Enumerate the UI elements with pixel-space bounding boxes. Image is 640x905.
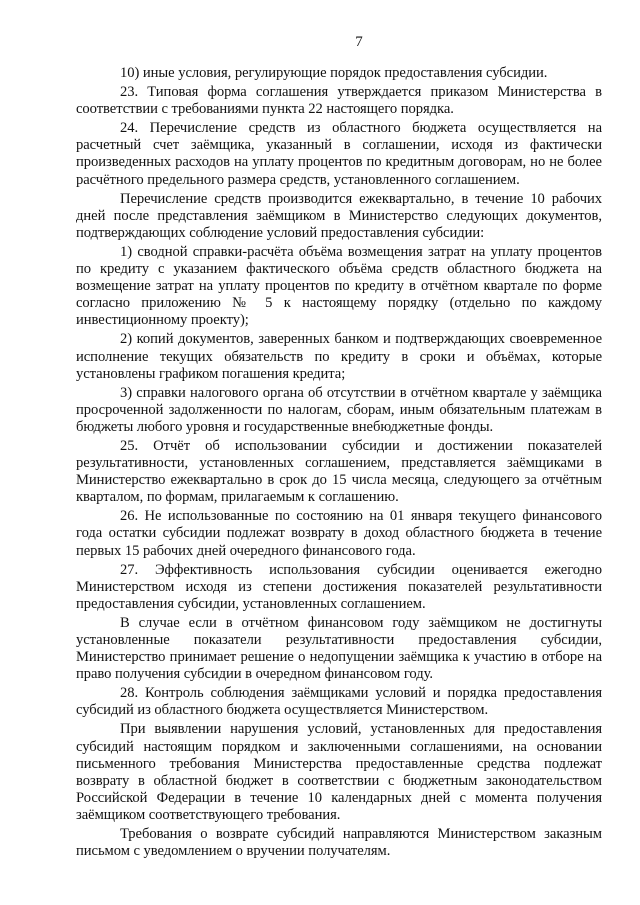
paragraph-27: 27. Эффективность использования субсидии оценивается ежегодно Министерством исходя из степени достижения показателей результативности предоставления субсидии, установленных соглашением. <box>76 561 602 612</box>
paragraph-document-3: 3) справки налогового органа об отсутствии в отчётном квартале у заёмщика просроченной задолженности по налогам, сборам, иным обязательным платежам в бюджеты любого уровня и государственные внебюджетные фонды. <box>76 384 602 435</box>
paragraph-condition-10: 10) иные условия, регулирующие порядок предоставления субсидии. <box>120 65 548 81</box>
paragraph-23: 23. Типовая форма соглашения утверждается приказом Министерства в соответствии с требованиями пункта 22 настоящего порядка. <box>76 84 602 118</box>
paragraph-28: 28. Контроль соблюдения заёмщиками условий и порядка предоставления субсидий из областного бюджета осуществляется Министерством. <box>76 685 602 719</box>
paragraph-document-1: 1) сводной справки-расчёта объёма возмещения затрат на уплату процентов по кредиту с указанием фактического объёма средств областного бюджета на возмещение затрат на уплату процентов по кредиту в отчётном квартале по форме согласно приложению № 5 к настоящему порядку (отдельно по каждому инвестиционному проекту); <box>76 243 602 329</box>
paragraph-violation-refund: При выявлении нарушения условий, установленных для предоставления субсидий настоящим порядком и заключенными соглашениями, на основании письменного требования Министерства предоставленные средства подлежат возврату в областной бюджет в соответствии с бюджетным законодательством Российской Федерации в течение 10 календарных дней с момента получения заёмщиком соответствующего требования. <box>76 721 602 823</box>
paragraph-24: 24. Перечисление средств из областного бюджета осуществляется на расчетный счет заёмщика, указанный в соглашении, исходя из фактически произведенных расходов на уплату процентов по кредитным договорам, но не более расчётного предельного размера средств, установленного соглашением. <box>76 120 602 188</box>
paragraph-document-2: 2) копий документов, заверенных банком и подтверждающих своевременное исполнение текущих обязательств по кредиту в сроки и объёмах, которые установлены графиком погашения кредита; <box>76 331 602 382</box>
paragraph-25: 25. Отчёт об использовании субсидии и достижении показателей результативности, установленных соглашением, представляется заёмщиками в Министерство ежеквартально в срок до 15 числа месяца, следующего за отчётным кварталом, по формам, прилагаемым к соглашению. <box>76 437 602 506</box>
paragraph-26: 26. Не использованные по состоянию на 01 января текущего финансового года остатки субсидии подлежат возврату в доход областного бюджета в течение первых 15 рабочих дней очередного финансового года. <box>76 508 602 559</box>
paragraph-refund-requirements: Требования о возврате субсидий направляются Министерством заказным письмом с уведомлением о вручении получателям. <box>76 826 602 860</box>
paragraph-indicators-not-met: В случае если в отчётном финансовом году заёмщиком не достигнуты установленные показатели результативности предоставления субсидии, Министерство принимает решение о недопущении заёмщика к участию в отборе на право получения субсидии в очередном финансовом году. <box>76 614 602 683</box>
page-number: 7 <box>355 34 363 50</box>
paragraph-transfer-schedule: Перечисление средств производится ежеквартально, в течение 10 рабочих дней после представления заёмщиком в Министерство следующих документов, подтверждающих соблюдение условий предоставления субсидии: <box>76 190 602 241</box>
